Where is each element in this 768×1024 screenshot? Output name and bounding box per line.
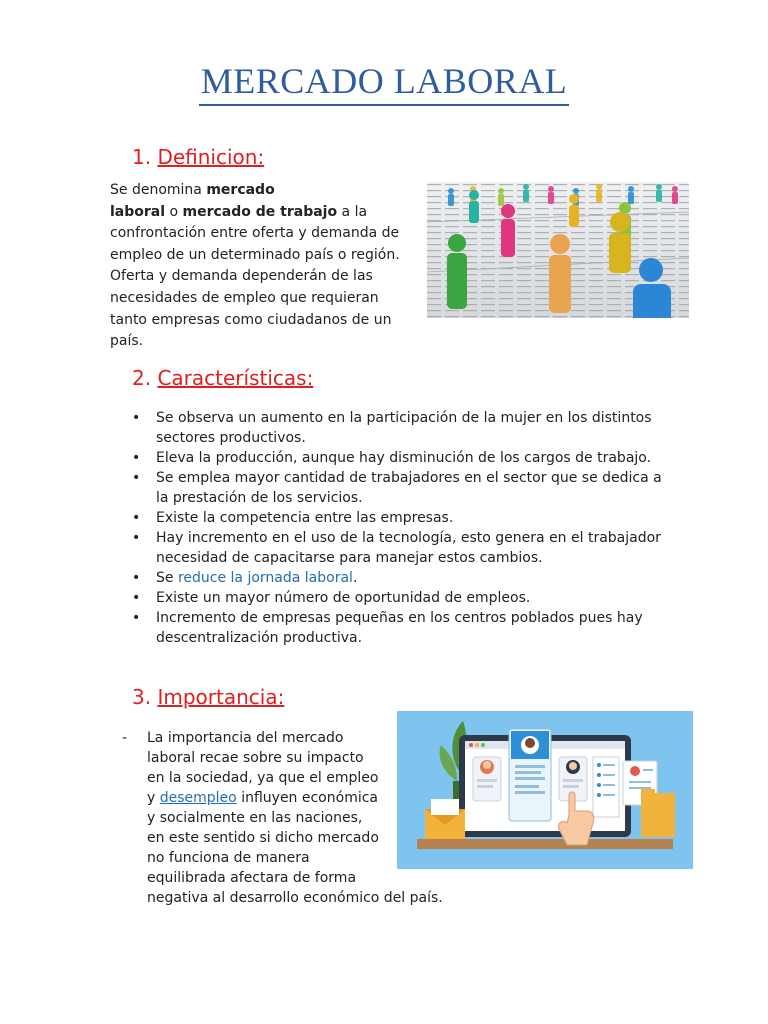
text-run: a la xyxy=(337,203,368,220)
page-title-wrap xyxy=(0,60,768,102)
paragraph-line: tanto empresas como ciudadanos de un xyxy=(110,311,392,328)
paragraph-line: en este sentido si dicho mercado xyxy=(147,830,379,846)
paragraph-line: equilibrada afectara de forma xyxy=(147,870,357,886)
bold-term: mercado de trabajo xyxy=(182,203,338,220)
bold-term: mercado xyxy=(206,182,275,198)
list-item: • Existe un mayor número de oportunidad de empleos. xyxy=(130,588,675,608)
paragraph-line: La importancia del mercado xyxy=(147,730,344,746)
section-heading-caracteristicas xyxy=(132,366,313,390)
text-run: . xyxy=(352,570,358,586)
text-run: influyen económica xyxy=(236,790,378,806)
paragraph-line: país. xyxy=(110,333,144,350)
list-item: • Hay incremento en el uso de la tecnología, esto genera en el trabajador necesidad de capacitarse para manejar estos cambios. xyxy=(130,528,675,568)
paragraph-line: negativa al desarrollo económico del país. xyxy=(147,890,443,906)
paragraph-line: Oferta y demanda dependerán de las xyxy=(110,268,373,285)
page-title: MERCADO LABORAL xyxy=(199,61,570,106)
paragraph-line: necesidades de empleo que requieran xyxy=(110,289,379,306)
paragraph-line: no funciona de manera xyxy=(147,850,310,866)
list-item xyxy=(130,568,675,588)
people-on-newspaper-image xyxy=(427,182,689,318)
section-heading-definicion xyxy=(132,145,264,169)
text-run: Se xyxy=(156,570,178,586)
paragraph-line xyxy=(110,180,415,202)
recruitment-screen-illustration xyxy=(397,711,693,869)
section-number: 2. xyxy=(132,366,152,390)
section-title: Definicion: xyxy=(157,145,265,169)
paragraph-line: laboral recae sobre su impacto xyxy=(147,750,364,766)
list-item: • Incremento de empresas pequeñas en los centros poblados pues hay descentralización productiva. xyxy=(130,608,675,648)
bold-term: laboral xyxy=(110,203,166,220)
text-run: o xyxy=(165,203,183,220)
desempleo-link[interactable]: desempleo xyxy=(159,790,237,806)
reduce-jornada-link[interactable]: reduce la jornada laboral xyxy=(177,570,353,586)
section-title: Características: xyxy=(157,366,314,390)
text-run: y xyxy=(147,790,160,806)
section-number: 3. xyxy=(132,685,152,709)
section-heading-importancia xyxy=(132,685,284,709)
paragraph-line: en la sociedad, ya que el empleo xyxy=(147,770,379,786)
text-run: Se denomina xyxy=(110,182,207,198)
list-item: • Existe la competencia entre las empresas. xyxy=(130,508,675,528)
paragraph-line xyxy=(110,202,415,224)
dash-marker: - xyxy=(122,730,128,746)
paragraph-line: empleo de un determinado país o región. xyxy=(110,246,400,263)
paragraph-line: y socialmente en las naciones, xyxy=(147,810,363,826)
caracteristicas-list xyxy=(130,408,675,648)
list-item: • Eleva la producción, aunque hay disminución de los cargos de trabajo. xyxy=(130,448,675,468)
section-number: 1. xyxy=(132,145,152,169)
paragraph-line: confrontación entre oferta y demanda de xyxy=(110,225,400,242)
list-item: • Se emplea mayor cantidad de trabajadores en el sector que se dedica a la prestación de los servicios. xyxy=(130,468,675,508)
section-title: Importancia: xyxy=(157,685,285,709)
definicion-paragraph xyxy=(110,180,415,353)
list-item: • Se observa un aumento en la participación de la mujer en los distintos sectores productivos. xyxy=(130,408,675,448)
